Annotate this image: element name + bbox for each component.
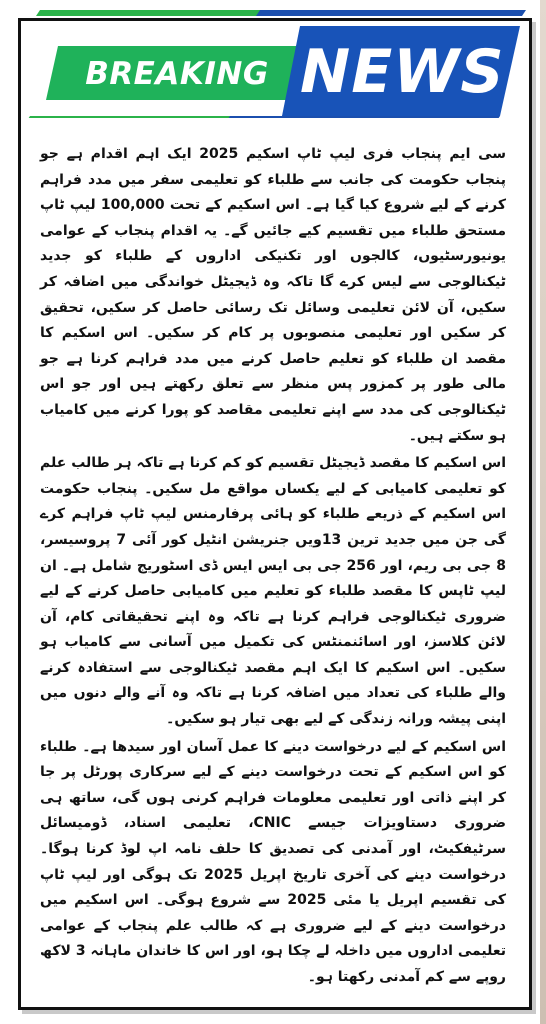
article-paragraph: اس اسکیم کے لیے درخواست دینے کا عمل آسان اور سیدھا ہے۔ طلباء کو اس اسکیم کے تحت درخواست دینے کے لیے سرکاری پورٹل پر جا کر اپنے ذاتی اور تعلیمی معلومات فراہم کرنی ہوں گی، ساتھ ہی ضروری دستاویزات جیسے CNIC، تعلیمی اسناد، ڈومیسائل سرٹیفکیٹ، اور آمدنی کی تصدیق کا حلف نامہ اپ لوڈ کرنا ہوگا۔ درخواست دینے کی آخری تاریخ اپریل 2025 تک ہوگی اور لیپ ٹاپ کی تقسیم اپریل یا مئی 2025 سے شروع ہوگی۔ اس اسکیم میں درخواست دینے کے لیے ضروری ہے کہ طالب علم پنجاب کے عوامی تعلیمی اداروں میں داخلہ لے چکا ہو، اور اس کا خاندان ماہانہ 3 لاکھ روپے سے کم آمدنی رکھتا ہو۔ [40,738,506,985]
article-body [40,142,506,1000]
bottom-blue-stripe [226,116,500,118]
article-paragraph: اس اسکیم کا مقصد ڈیجیٹل تقسیم کو کم کرنا ہے تاکہ ہر طالب علم کو تعلیمی کامیابی کے لیے یکساں مواقع مل سکیں۔ پنجاب حکومت اس اسکیم کے ذریعے طلباء کو ہائی پرفارمنس لیپ ٹاپ فراہم کرے گی جن میں جدید ترین 13ویں جنریشن انٹیل کور آئی 7 پروسیسر، 8 جی بی ریم، اور 256 جی بی ایس ایس ڈی اسٹوریج شامل ہے۔ ان لیپ ٹاپس کا مقصد طلباء کو تعلیم میں کامیابی حاصل کرنے کے لیے ضروری ٹیکنالوجی فراہم کرنا ہے تاکہ وہ اپنے تحقیقاتی کام، آن لائن کلاسز، اور اسائنمنٹس کی تکمیل میں آسانی سے کامیاب ہو سکیں۔ اس اسکیم کا ایک اہم مقصد ٹیکنالوجی سے استفادہ کرنے والے طلباء کی تعداد میں اضافہ کرنا ہے تاکہ وہ آنے والے دنوں میں اپنی پیشہ ورانہ زندگی کے لیے بھی تیار ہو سکیں۔ [40,455,507,728]
breaking-label: BREAKING [85,56,269,92]
page-edge-shadow [540,0,546,1024]
top-blue-stripe [256,10,526,16]
news-label: NEWS [300,37,505,107]
breaking-news-banner [0,0,546,118]
article-paragraph: سی ایم پنجاب فری لیپ ٹاپ اسکیم 2025 ایک اہم اقدام ہے جو پنجاب حکومت کی جانب سے طلباء کو تعلیمی سفر میں مدد فراہم کرنے کے لیے شروع کیا گیا ہے۔ اس اسکیم کے تحت 100,000 لیپ ٹاپ مستحق طلباء میں تقسیم کیے جائیں گے۔ یہ اقدام پنجاب کے عوامی یونیورسٹیوں، کالجوں اور تکنیکی اداروں کے طلباء کو جدید ٹیکنالوجی سے لیس کرے گا تاکہ وہ ڈیجیٹل خواندگی میں اضافہ کر سکیں، آن لائن تعلیمی وسائل تک رسائی حاصل کر سکیں، تحقیق کر سکیں اور تعلیمی منصوبوں پر کام کر سکیں۔ اس اسکیم کا مقصد ان طلباء کو تعلیم حاصل کرنے میں مدد فراہم کرنا ہے جو مالی طور پر کمزور پس منظر سے تعلق رکھتے ہیں اور جو اس ٹیکنالوجی کی مدد سے اپنے تعلیمی مقاصد کو پورا کرنے میں کامیاب ہو سکتے ہیں۔ [40,146,506,444]
